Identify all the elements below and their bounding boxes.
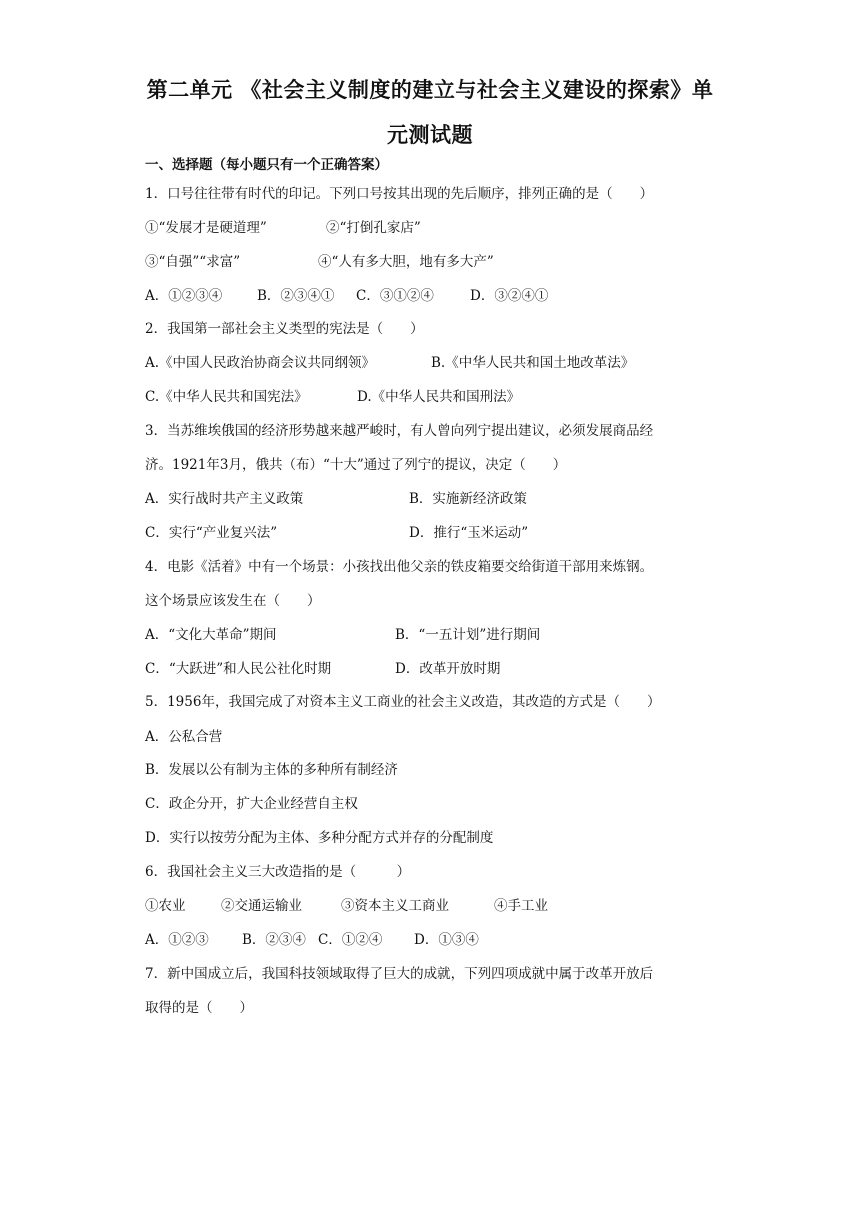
question-6-item-4: ④手工业 [494,898,548,914]
question-6-item-1: ①农业 [145,898,186,914]
question-1-item-2: ②“打倒孔家店” [326,220,421,236]
question-2-option-d[interactable]: D.《中华人民共和国刑法》 [357,389,521,405]
question-5-option-a[interactable]: A．公私合营 [145,729,223,745]
question-2-option-b[interactable]: B.《中华人民共和国土地改革法》 [431,355,635,371]
section-heading: 一、选择题（每小题只有一个正确答案） [145,157,388,173]
question-1-stem: 1．口号往往带有时代的印记。下列口号按其出现的先后顺序，排列正确的是（ ） [145,186,654,202]
question-1-item-4: ④“人有多大胆，地有多大产” [318,254,494,270]
question-6-option-b[interactable]: B．②③④ [242,932,306,948]
question-3-stem-line-2: 济。1921年3月，俄共（布）“十大”通过了列宁的提议，决定（ ） [145,457,567,473]
question-2-stem: 2．我国第一部社会主义类型的宪法是（ ） [145,321,424,337]
question-1-option-b[interactable]: B．②③④① [257,288,335,304]
question-1-option-d[interactable]: D．③②④① [470,288,549,304]
question-1-option-c[interactable]: C．③①②④ [356,288,434,304]
question-3-option-b[interactable]: B．实施新经济政策 [409,491,527,507]
question-2-option-a[interactable]: A.《中国人民政治协商会议共同纲领》 [145,355,376,371]
question-3-stem-line-1: 3．当苏维埃俄国的经济形势越来越严峻时，有人曾向列宁提出建议，必须发展商品经 [145,423,654,439]
question-5-option-d[interactable]: D．实行以按劳分配为主体、多种分配方式并存的分配制度 [145,830,494,846]
question-3-option-d[interactable]: D．推行“玉米运动” [409,525,529,541]
question-2-option-c[interactable]: C.《中华人民共和国宪法》 [145,389,308,405]
question-5-stem: 5．1956年，我国完成了对资本主义工商业的社会主义改造，其改造的方式是（ ） [145,694,661,710]
question-4-option-a[interactable]: A．“文化大革命”期间 [145,627,277,643]
question-6-option-d[interactable]: D．①③④ [414,932,479,948]
question-7-stem-line-2: 取得的是（ ） [145,1000,253,1016]
question-1-item-3: ③“自强”“求富” [145,254,241,270]
question-1-option-a[interactable]: A．①②③④ [145,288,223,304]
question-5-option-c[interactable]: C．政企分开，扩大企业经营自主权 [145,796,358,812]
question-6-item-2: ②交通运输业 [221,898,302,914]
question-5-option-b[interactable]: B．发展以公有制为主体的多种所有制经济 [145,762,398,778]
question-7-stem-line-1: 7．新中国成立后，我国科技领域取得了巨大的成就，下列四项成就中属于改革开放后 [145,966,654,982]
question-6-option-c[interactable]: C．①②④ [318,932,383,948]
question-6-stem: 6．我国社会主义三大改造指的是（ ） [145,864,411,880]
question-4-option-b[interactable]: B．“一五计划”进行期间 [395,627,541,643]
question-3-option-c[interactable]: C．实行“产业复兴法” [145,525,278,541]
question-4-option-d[interactable]: D．改革开放时期 [395,661,501,677]
question-6-option-a[interactable]: A．①②③ [145,932,209,948]
question-3-option-a[interactable]: A．实行战时共产主义政策 [145,491,304,507]
question-4-stem-line-2: 这个场景应该发生在（ ） [145,593,321,609]
question-6-item-3: ③资本主义工商业 [341,898,449,914]
question-1-item-1: ①“发展才是硬道理” [145,220,267,236]
page-title-line-1: 第二单元 《社会主义制度的建立与社会主义建设的探索》单 [146,78,714,102]
question-4-stem-line-1: 4．电影《活着》中有一个场景：小孩找出他父亲的铁皮箱要交给街道干部用来炼钢。 [145,559,654,575]
page-title-line-2: 元测试题 [387,123,473,147]
question-4-option-c[interactable]: C．“大跃进”和人民公社化时期 [145,661,332,677]
